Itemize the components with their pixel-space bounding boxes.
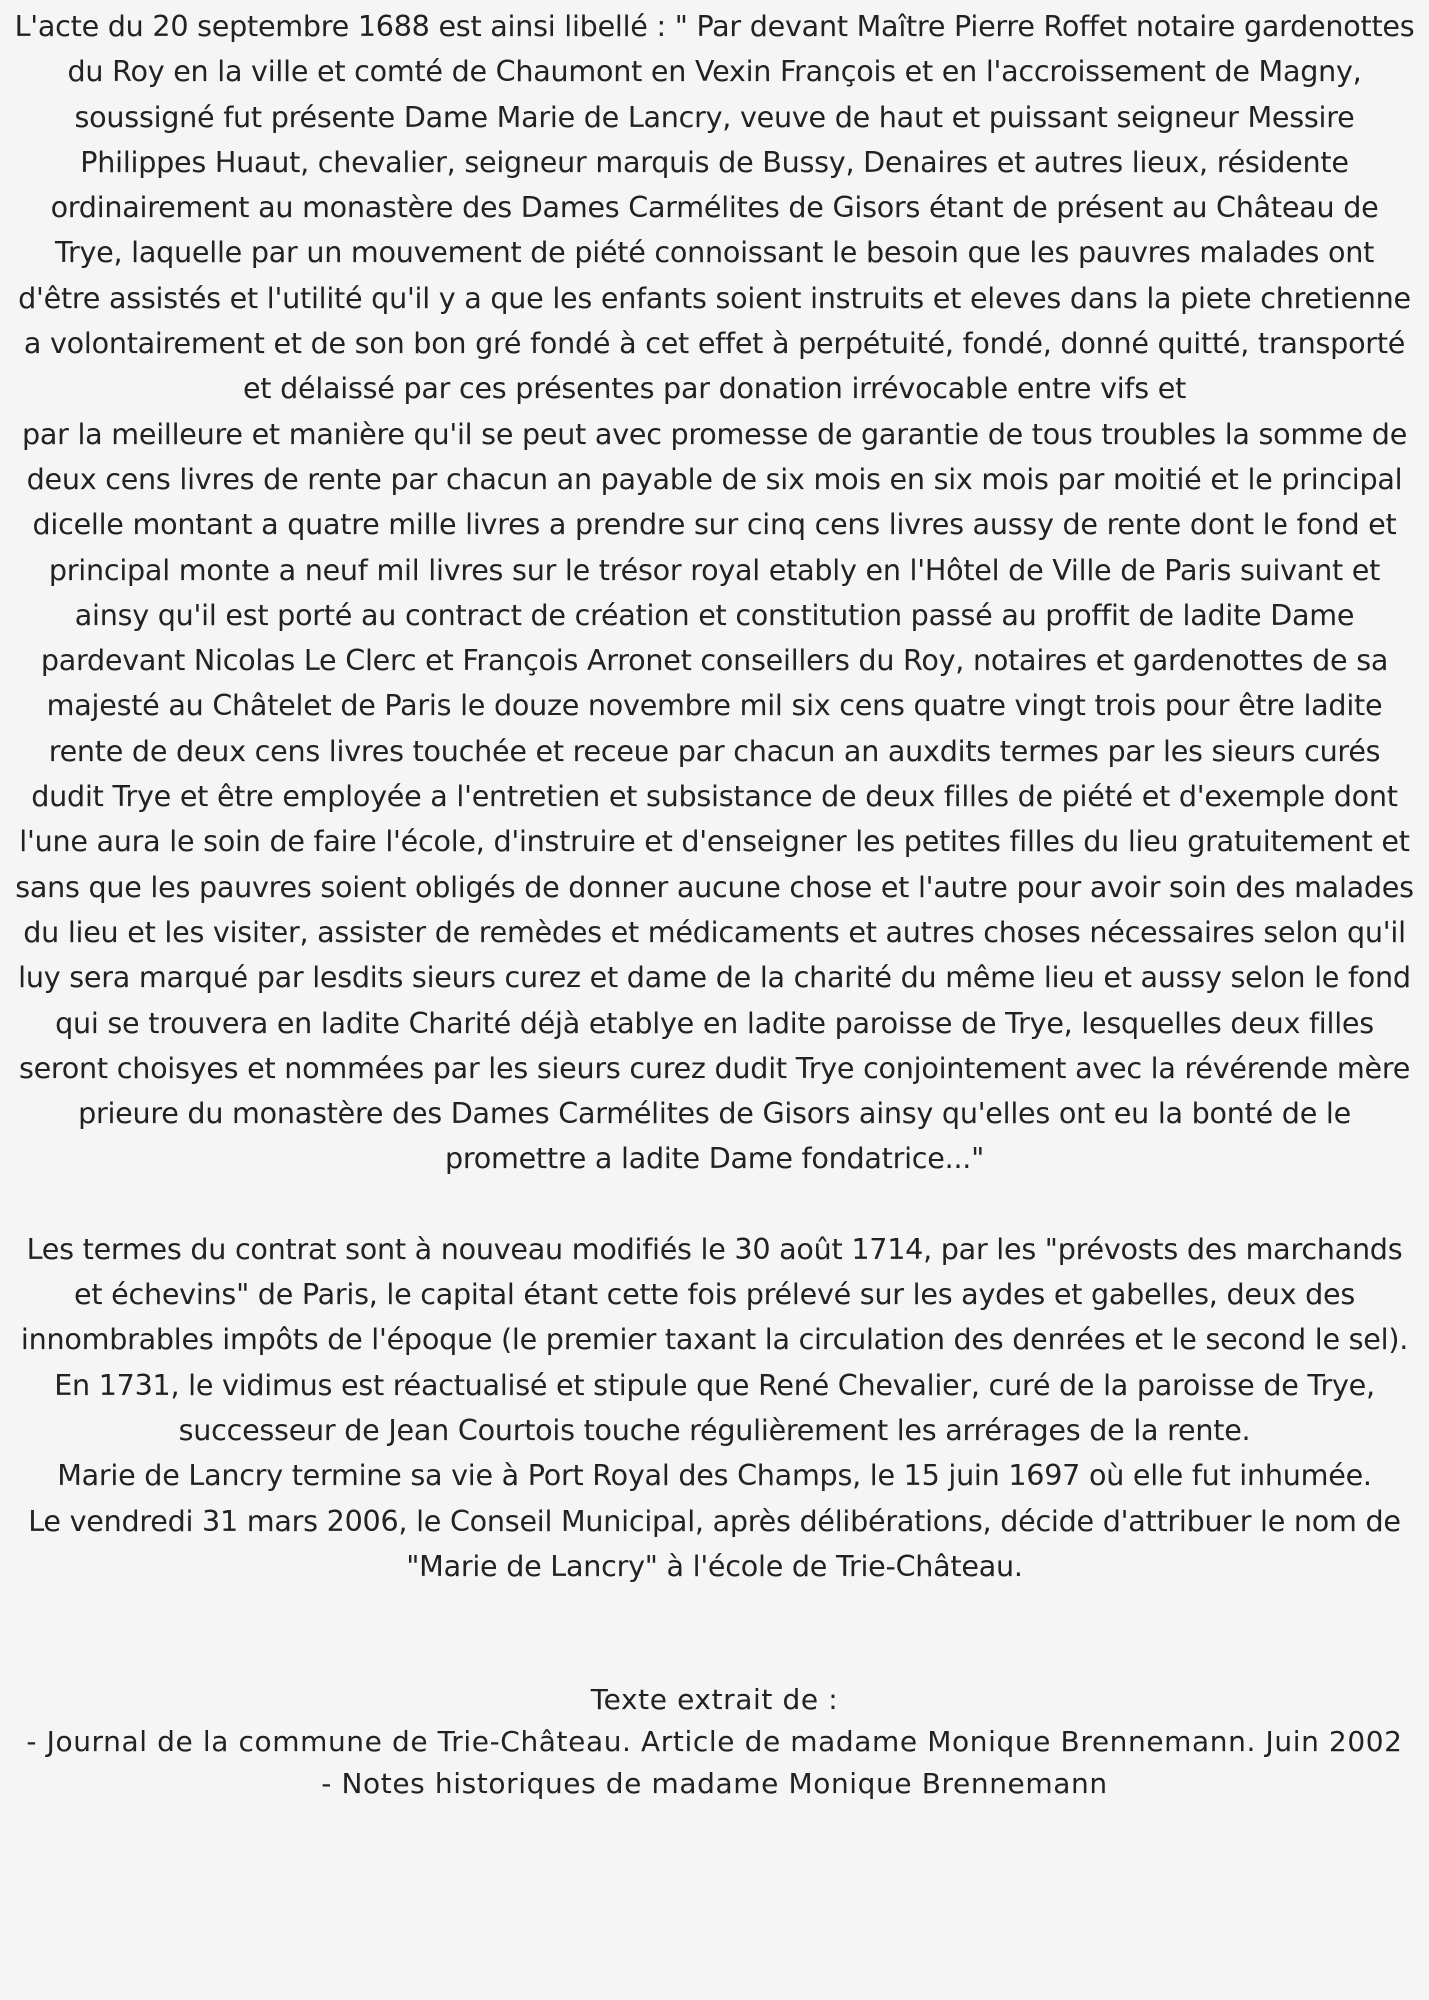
contrat-paragraph: Les termes du contrat sont à nouveau modifiés le 30 août 1714, par les "prévosts des marchands et échevins" de Paris, le capital étant cette fois prélevé sur les aydes et gabelles, deux des innombrables impôts de l'époque (le premier taxant la circulation des denrées et le second le sel). En 1731, le vidimus est réactualisé et stipule que René Chevalier, curé de la paroisse de Trye, successeur de Jean Courtois touche régulièrement les arrérages de la rente. bbox=[20, 1231, 1409, 1447]
sources-heading: Texte extrait de : bbox=[590, 1683, 839, 1717]
conseil-paragraph: Le vendredi 31 mars 2006, le Conseil Municipal, après délibérations, décide d'attribuer le nom de "Marie de Lancry" à l'école de Trie-Château. bbox=[28, 1503, 1401, 1583]
paragraph-spacer bbox=[14, 1182, 1415, 1227]
acte-suite-paragraph: par la meilleure et manière qu'il se peut avec promesse de garantie de tous troubles la somme de deux cens livres de rente par chacun an payable de six mois en six mois par moitié et le principal dicelle montant a quatre mille livres a prendre sur cinq cens livres aussy de rente dont le fond et principal monte a neuf mil livres sur le trésor royal etably en l'Hôtel de Ville de Paris suivant et ainsy qu'il est porté au contract de création et constitution passé au proffit de ladite Dame pardevant Nicolas Le Clerc et François Arronet conseillers du Roy, notaires et gardenottes de sa majesté au Châtelet de Paris le douze novembre mil six cens quatre vingt trois pour être ladite rente de deux cens livres touchée et receue par chacun an auxdits termes par les sieurs curés dudit Trye et être employée a l'entretien et subsistance de deux filles de piété et d'exemple dont l'une aura le soin de faire l'école, d'instruire et d'enseigner les petites filles du lieu gratuitement et sans que les pauvres soient obligés de donner aucune chose et l'autre pour avoir soin des malades du lieu et les visiter, assister de remèdes et médicaments et autres choses nécessaires selon qu'il luy sera marqué par lesdits sieurs curez et dame de la charité du même lieu et aussy selon le fond qui se trouvera en ladite Charité déjà etablye en ladite paroisse de Trye, lesquelles deux filles seront choisyes et nommées par les sieurs curez dudit Trye conjointement avec la révérende mère prieure du monastère des Dames Carmélites de Gisors ainsy qu'elles ont eu la bonté de le promettre a ladite Dame fondatrice..." bbox=[15, 416, 1414, 1176]
acte-intro-paragraph: L'acte du 20 septembre 1688 est ainsi libellé : " Par devant Maître Pierre Roffet notaire gardenottes du Roy en la ville et comté de Chaumont en Vexin François et en l'accroissement de Magny, soussigné fut présente Dame Marie de Lancry, veuve de haut et puissant seigneur Messire Philippes Huaut, chevalier, seigneur marquis de Bussy, Denaires et autres lieux, résidente ordinairement au monastère des Dames Carmélites de Gisors étant de présent au Château de Trye, laquelle par un mouvement de piété connoissant le besoin que les pauvres malades ont d'être assistés et l'utilité qu'il y a que les enfants soient instruits et eleves dans la piete chretienne a volontairement et de son bon gré fondé à cet effet à perpétuité, fondé, donné quitté, transporté et délaissé par ces présentes par donation irrévocable entre vifs et bbox=[14, 9, 1415, 406]
deces-paragraph: Marie de Lancry termine sa vie à Port Royal des Champs, le 15 juin 1697 où elle fut inhumée. bbox=[57, 1458, 1372, 1493]
section-spacer bbox=[14, 1589, 1415, 1679]
source-item: - Notes historiques de madame Monique Brennemann bbox=[321, 1767, 1108, 1801]
source-item: - Journal de la commune de Trie-Château. Article de madame Monique Brennemann. Juin 2002 bbox=[26, 1725, 1403, 1759]
sources-block bbox=[14, 1679, 1415, 1805]
document-body bbox=[14, 4, 1415, 1805]
